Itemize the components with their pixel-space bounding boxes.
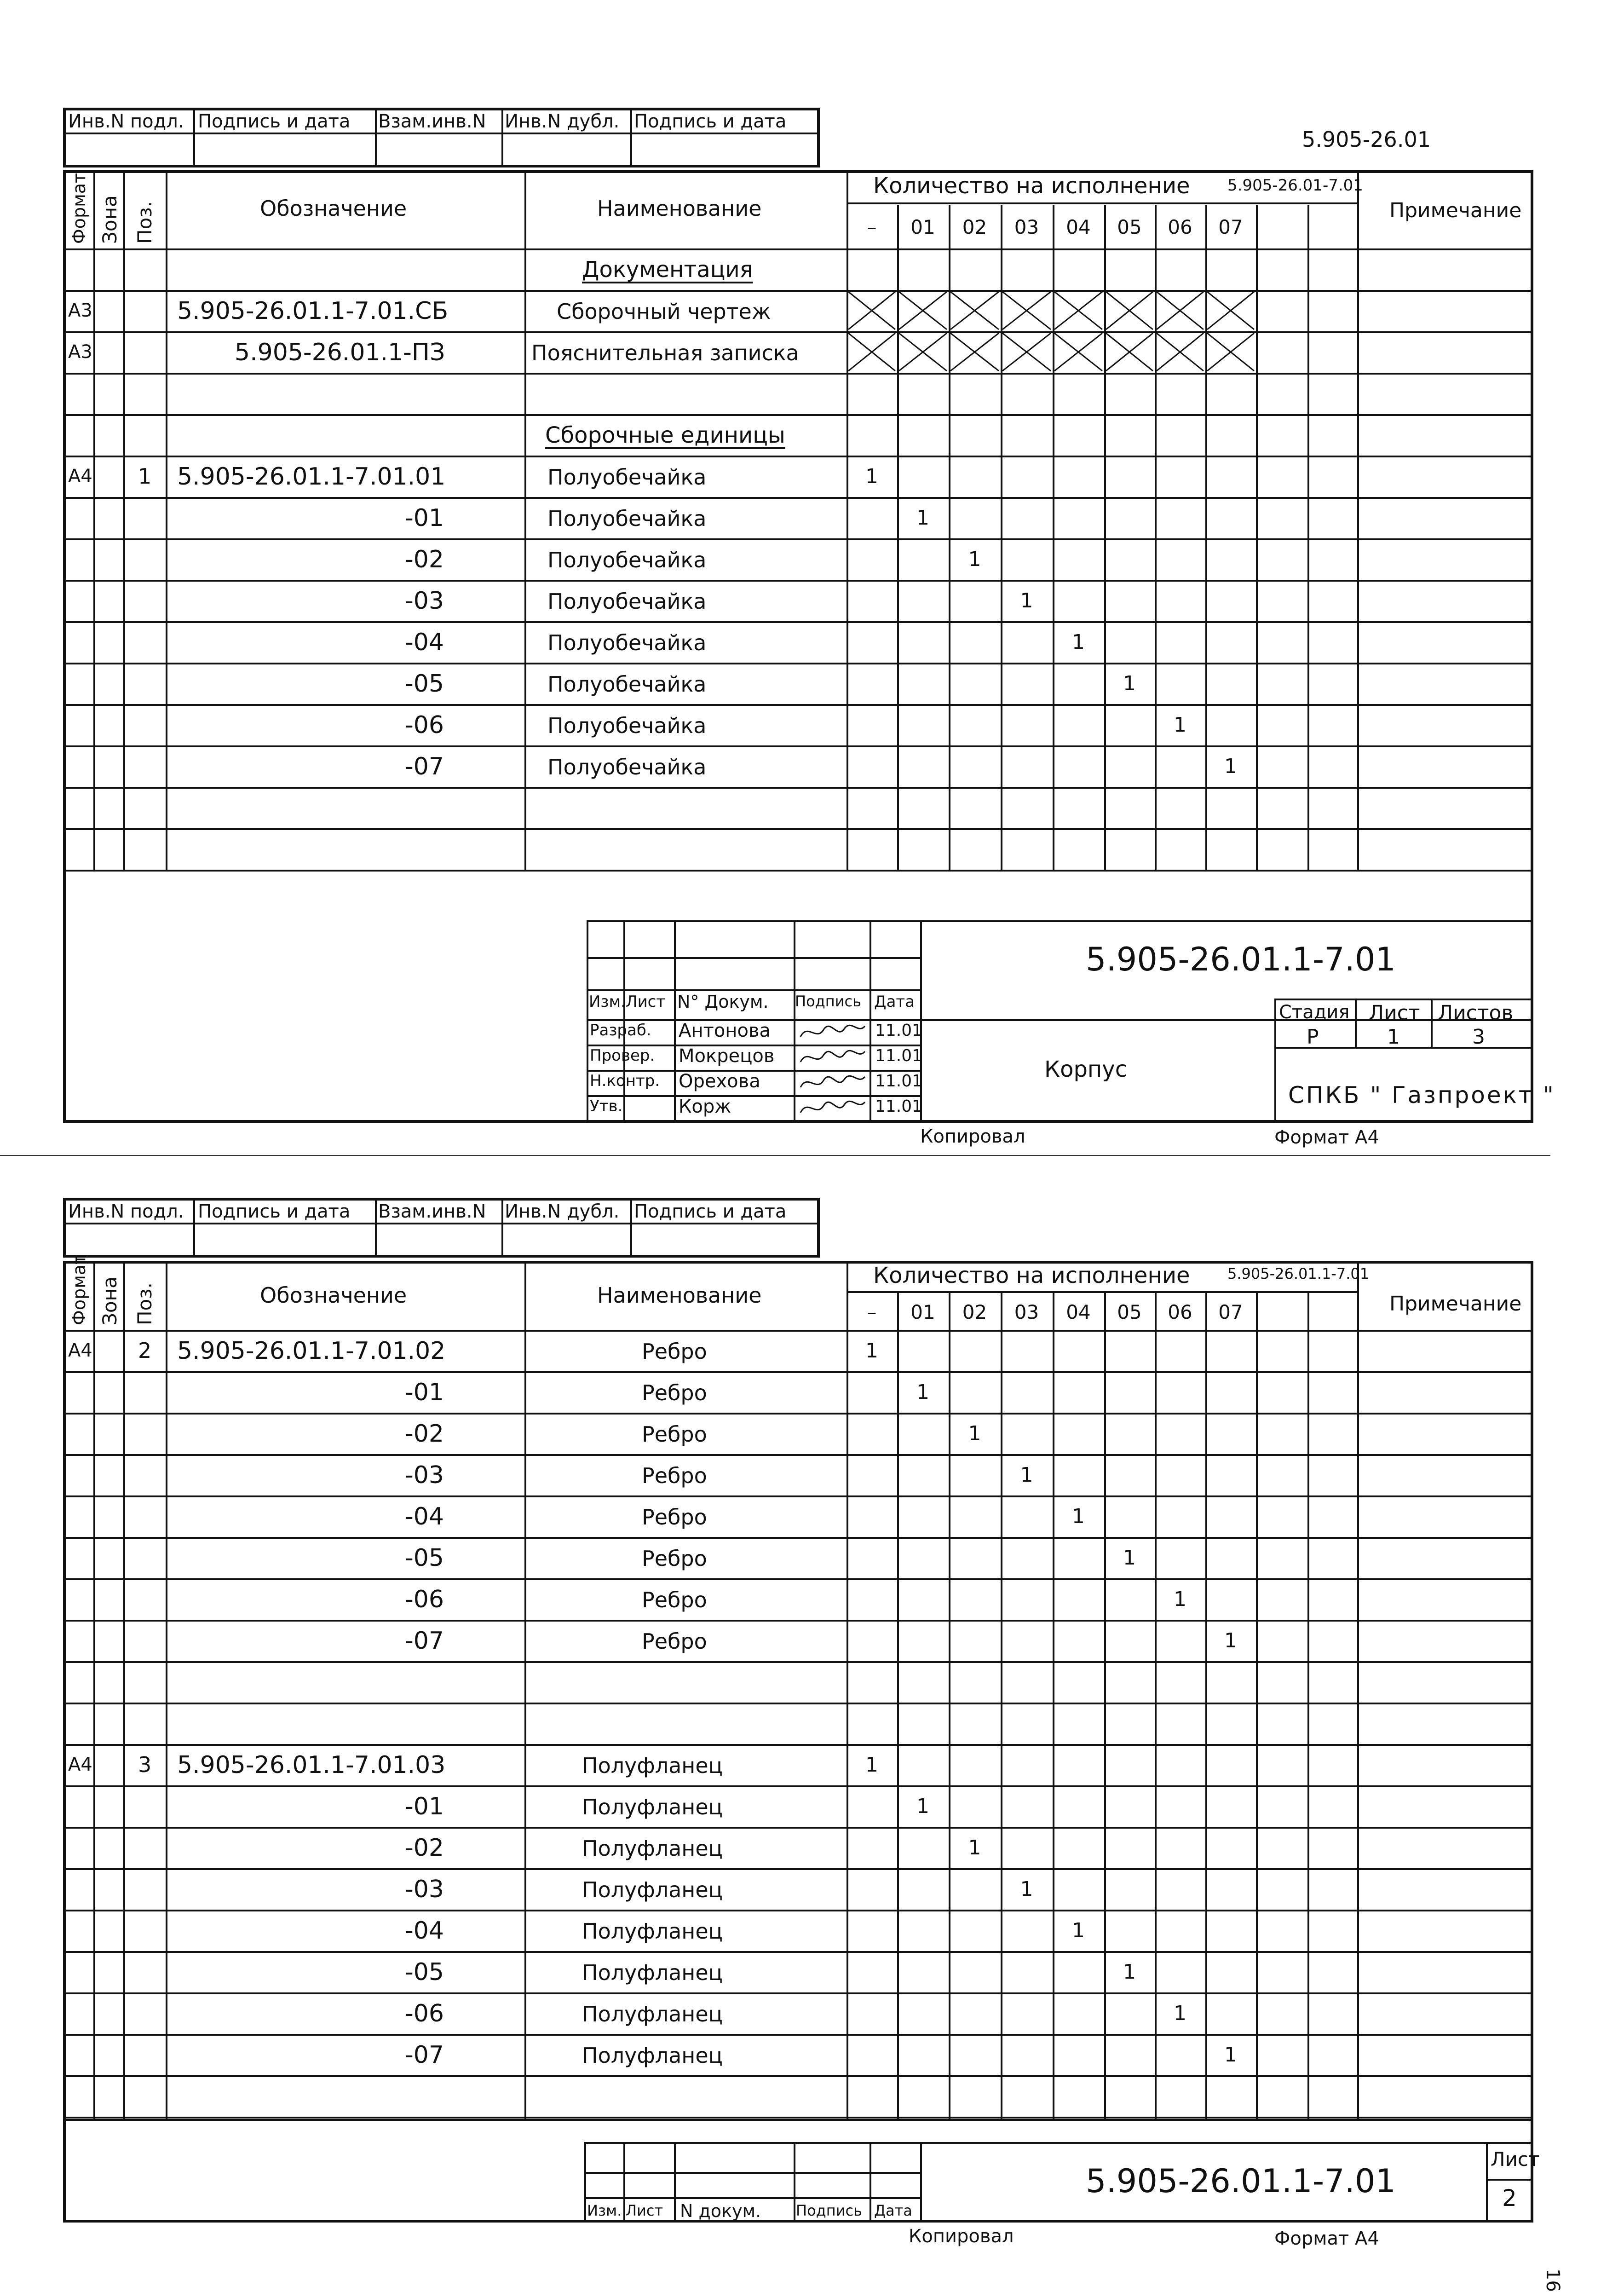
tb2-doc-number: 5.905-26.01.1-7.01 <box>1086 2162 1396 2200</box>
tb2-h-list: Лист <box>626 2202 663 2219</box>
variant-header: 02 <box>962 1300 987 1323</box>
row-designation: -01 <box>405 1379 444 1406</box>
qty-value: 1 <box>916 506 929 530</box>
tb2-h-date: Дата <box>874 2202 912 2219</box>
row-line <box>63 1578 1533 1580</box>
qty-value: 1 <box>1072 1918 1085 1942</box>
handwritten-signature <box>798 1021 867 1044</box>
handwritten-signature <box>798 1097 867 1120</box>
qty-value: 1 <box>1020 589 1033 612</box>
variant-header: 04 <box>1066 215 1091 238</box>
stamp-sign-date-label-2: Подпись и дата <box>634 111 787 132</box>
row-designation: -01 <box>405 504 444 532</box>
tb2-h-izm: Изм. <box>587 2202 622 2219</box>
qty-value: 1 <box>1072 1504 1085 1528</box>
col2-pos-header: Поз. <box>133 1282 156 1325</box>
row-name: Полуобечайка <box>547 630 707 655</box>
row-line <box>63 1785 1533 1787</box>
tb1-date: 11.01 <box>875 1046 923 1065</box>
qty-value: 1 <box>968 1421 981 1445</box>
row-designation: -06 <box>405 711 444 739</box>
row-name: Ребро <box>642 1380 707 1405</box>
qty-value: 1 <box>1020 1463 1033 1487</box>
qty-value: 1 <box>1174 1587 1186 1611</box>
page-number: 16 <box>1542 2269 1563 2292</box>
col-format-header: Формат <box>69 173 89 244</box>
tb1-stage-label: Стадия <box>1279 1002 1350 1023</box>
row-line <box>63 1620 1533 1622</box>
tb1-stage: Р <box>1307 1025 1319 1049</box>
not-applicable-cross <box>847 290 897 331</box>
row-line <box>63 704 1533 706</box>
tb1-date: 11.01 <box>875 1021 923 1040</box>
qty-value: 1 <box>865 464 878 488</box>
variant-header: 03 <box>1014 1300 1039 1323</box>
tb1-h-sign: Подпись <box>795 993 861 1010</box>
tb1-date: 11.01 <box>875 1097 923 1116</box>
not-applicable-cross <box>1104 331 1155 373</box>
row-format: А4 <box>68 466 92 487</box>
qty-value: 1 <box>916 1794 929 1818</box>
row-name: Полуобечайка <box>547 548 707 572</box>
handwritten-signature <box>798 1046 867 1069</box>
row-name: Полуфланец <box>582 1753 723 1778</box>
not-applicable-cross <box>847 331 897 373</box>
row-name: Ребро <box>642 1629 707 1654</box>
row-line <box>63 580 1533 582</box>
tb1-org: СПКБ " Газпроект " <box>1288 1082 1555 1108</box>
row-name: Полуфланец <box>582 1877 723 1902</box>
not-applicable-cross <box>1053 331 1104 373</box>
qty-value: 1 <box>1174 713 1186 737</box>
variant-header: 06 <box>1168 215 1192 238</box>
not-applicable-cross <box>1001 290 1053 331</box>
qty-value: 1 <box>1224 754 1237 778</box>
row-name: Полуобечайка <box>547 465 707 490</box>
tb1-sheet: 1 <box>1387 1025 1400 1049</box>
not-applicable-cross <box>897 290 949 331</box>
variant-header: 05 <box>1117 1300 1142 1323</box>
col2-qty-header: Количество на исполнение <box>873 1263 1190 1288</box>
row-name: Ребро <box>642 1422 707 1447</box>
row-line <box>63 414 1533 416</box>
row-designation: -01 <box>405 1793 444 1820</box>
row-line <box>63 1827 1533 1829</box>
row-position: 1 <box>138 464 152 489</box>
row-format: А4 <box>68 1754 92 1775</box>
row-line <box>63 663 1533 664</box>
row-designation: -06 <box>405 1586 444 1613</box>
row-designation: -05 <box>405 1544 444 1572</box>
col-qty-header: Количество на исполнение <box>873 173 1190 199</box>
row-designation: -04 <box>405 629 444 656</box>
not-applicable-cross <box>1205 331 1256 373</box>
qty-value: 1 <box>1072 630 1085 654</box>
qty-value: 1 <box>1224 1628 1237 1652</box>
row-designation: -03 <box>405 587 444 615</box>
col2-name-header: Наименование <box>597 1283 762 1308</box>
not-applicable-cross <box>1104 290 1155 331</box>
row-name: Ребро <box>642 1546 707 1571</box>
col-note-header: Примечание <box>1389 199 1522 222</box>
row-designation: -06 <box>405 2000 444 2027</box>
qty-value: 1 <box>1123 671 1136 695</box>
col2-qty-ref: 5.905-26.01.1-7.01 <box>1227 1265 1370 1282</box>
tb1-h-date: Дата <box>874 993 915 1011</box>
section-assembly-units: Сборочные единицы <box>545 422 785 448</box>
col-zone-header: Зона <box>98 195 121 244</box>
col-pos-header: Поз. <box>133 201 156 244</box>
row-position: 2 <box>138 1338 152 1363</box>
row-designation: -05 <box>405 670 444 698</box>
row-line <box>63 1910 1533 1911</box>
qty-value: 1 <box>1174 2001 1186 2025</box>
row-designation: -07 <box>405 753 444 780</box>
stamp-sign-date-label: Подпись и дата <box>198 111 351 132</box>
qty-value: 1 <box>968 1836 981 1859</box>
qty-value: 1 <box>865 1753 878 1777</box>
tb1-person-name: Антонова <box>679 1020 771 1041</box>
row-name: Полуобечайка <box>547 755 707 779</box>
row-designation: -04 <box>405 1917 444 1945</box>
row-designation: -07 <box>405 2041 444 2069</box>
variant-header: – <box>867 1300 877 1323</box>
stamp2-replace-inv-label: Взам.инв.N <box>378 1201 486 1222</box>
row-line <box>63 621 1533 623</box>
handwritten-signature <box>798 1071 867 1094</box>
tb1-person-name: Корж <box>679 1096 731 1117</box>
tb1-date: 11.01 <box>875 1072 923 1091</box>
row-line <box>63 1371 1533 1373</box>
tb1-product: Корпус <box>1044 1057 1128 1082</box>
row-line <box>63 2117 1533 2119</box>
row-designation: -05 <box>405 1958 444 1986</box>
tb1-h-doc: N° Докум. <box>677 992 769 1012</box>
qty-value: 1 <box>865 1339 878 1362</box>
row-line <box>63 290 1533 292</box>
variant-header: 06 <box>1168 1300 1192 1323</box>
row-line <box>63 1744 1533 1746</box>
row-name: Полуфланец <box>582 1836 723 1861</box>
stamp2-dup-inv-label: Инв.N дубл. <box>505 1201 620 1222</box>
spec-frame-2 <box>63 1261 1533 2223</box>
tb2-h-sign: Подпись <box>796 2202 862 2219</box>
qty-value: 1 <box>1020 1877 1033 1901</box>
variant-header: 07 <box>1218 215 1243 238</box>
qty-value: 1 <box>1123 1960 1136 1984</box>
row-designation: -07 <box>405 1627 444 1655</box>
variant-header: – <box>867 215 877 238</box>
col-name-header: Наименование <box>597 196 762 221</box>
row-name: Ребро <box>642 1505 707 1530</box>
row-designation: -02 <box>405 1420 444 1448</box>
tb1-doc-number: 5.905-26.01.1-7.01 <box>1086 941 1396 978</box>
col2-format-header: Формат <box>69 1254 89 1325</box>
row-line <box>63 1495 1533 1497</box>
col-qty-ref: 5.905-26.01-7.01 <box>1227 176 1363 195</box>
variant-header: 01 <box>910 215 935 238</box>
variant-header: 03 <box>1014 215 1039 238</box>
tb1-person-name: Мокрецов <box>679 1045 775 1067</box>
row-line <box>63 1992 1533 1994</box>
row-format: А4 <box>68 1340 92 1361</box>
row-line <box>63 1454 1533 1456</box>
qty-value: 1 <box>916 1380 929 1404</box>
row-designation: -04 <box>405 1503 444 1530</box>
row-position: 3 <box>138 1752 152 1777</box>
variant-header: 05 <box>1117 215 1142 238</box>
sheet-divider <box>0 1155 1550 1156</box>
stamp2-sign-date-label-2: Подпись и дата <box>634 1201 787 1222</box>
row-line <box>63 456 1533 457</box>
tb1-sheets: 3 <box>1472 1025 1485 1049</box>
row-line <box>63 373 1533 375</box>
row-line <box>63 1537 1533 1539</box>
row-designation: 5.905-26.01.1-7.01.01 <box>177 463 446 491</box>
doc-designation: 5.905-26.01.1-7.01.СБ <box>177 297 449 325</box>
stamp2-sign-date-label: Подпись и дата <box>198 1201 351 1222</box>
row-name: Полуфланец <box>582 1919 723 1944</box>
col2-zone-header: Зона <box>98 1276 121 1325</box>
row-name: Ребро <box>642 1463 707 1488</box>
copied-label-1: Копировал <box>920 1126 1025 1147</box>
row-designation: -03 <box>405 1876 444 1903</box>
not-applicable-cross <box>1001 331 1053 373</box>
row-name: Полуфланец <box>582 1960 723 1985</box>
copied-label-2: Копировал <box>909 2226 1014 2247</box>
qty-value: 1 <box>968 547 981 571</box>
row-line <box>63 2075 1533 2077</box>
qty-value: 1 <box>1123 1546 1136 1570</box>
not-applicable-cross <box>1155 331 1205 373</box>
tb1-h-izm: Изм. <box>589 993 626 1011</box>
row-name: Полуфланец <box>582 1795 723 1819</box>
row-name: Полуобечайка <box>547 672 707 697</box>
row-designation: 5.905-26.01.1-7.01.03 <box>177 1751 446 1779</box>
row-line <box>63 331 1533 333</box>
row-name: Полуфланец <box>582 2002 723 2026</box>
tb1-person-name: Орехова <box>679 1071 760 1092</box>
doc-designation: 5.905-26.01.1-ПЗ <box>235 339 445 366</box>
stamp2-inv-label: Инв.N подл. <box>68 1201 184 1222</box>
col2-designation-header: Обозначение <box>260 1283 407 1308</box>
variant-header: 07 <box>1218 1300 1243 1323</box>
variant-header: 02 <box>962 215 987 238</box>
tb1-role: Разраб. <box>590 1021 651 1039</box>
tb1-role: Н.контр. <box>590 1072 660 1090</box>
row-designation: -02 <box>405 1834 444 1862</box>
row-name: Ребро <box>642 1339 707 1364</box>
row-line <box>63 787 1533 789</box>
not-applicable-cross <box>949 331 1001 373</box>
doc-format: А3 <box>68 300 92 321</box>
row-line <box>63 1703 1533 1704</box>
stamp-replace-inv-label: Взам.инв.N <box>378 111 486 132</box>
variant-header: 04 <box>1066 1300 1091 1323</box>
row-name: Полуобечайка <box>547 506 707 531</box>
row-line <box>63 1661 1533 1663</box>
col-designation-header: Обозначение <box>260 196 407 221</box>
row-line <box>63 1951 1533 1953</box>
row-name: Полуфланец <box>582 2043 723 2068</box>
tb1-role: Провер. <box>590 1046 655 1065</box>
variant-header: 01 <box>910 1300 935 1323</box>
doc-format: А3 <box>68 341 92 363</box>
tb1-sheet-label: Лист <box>1369 1001 1420 1025</box>
row-designation: 5.905-26.01.1-7.01.02 <box>177 1337 446 1365</box>
section-documentation: Документация <box>582 257 753 283</box>
not-applicable-cross <box>1155 290 1205 331</box>
doc-name: Пояснительная записка <box>531 341 799 365</box>
tb1-sheets-label: Листов <box>1438 1001 1514 1025</box>
row-name: Ребро <box>642 1588 707 1612</box>
row-name: Полуобечайка <box>547 713 707 738</box>
format-label-1: Формат А4 <box>1274 1127 1379 1148</box>
tb2-sheet-label: Лист <box>1491 2148 1540 2171</box>
tb1-h-list: Лист <box>626 993 666 1011</box>
not-applicable-cross <box>1053 290 1104 331</box>
row-line <box>63 538 1533 540</box>
qty-value: 1 <box>1224 2043 1237 2067</box>
tb2-sheet: 2 <box>1502 2185 1517 2211</box>
row-name: Полуобечайка <box>547 589 707 614</box>
row-line <box>63 1413 1533 1414</box>
col2-note-header: Примечание <box>1389 1292 1522 1316</box>
stamp-inv-label: Инв.N подл. <box>68 111 184 132</box>
row-line <box>63 828 1533 830</box>
row-line <box>63 1868 1533 1870</box>
format-label-2: Формат А4 <box>1274 2228 1379 2249</box>
tb2-h-doc: N докум. <box>680 2201 761 2221</box>
doc-name: Сборочный чертеж <box>557 299 771 324</box>
row-designation: -02 <box>405 546 444 573</box>
not-applicable-cross <box>949 290 1001 331</box>
tb1-role: Утв. <box>590 1097 623 1115</box>
row-line <box>63 745 1533 747</box>
not-applicable-cross <box>897 331 949 373</box>
row-line <box>63 497 1533 499</box>
doc-code: 5.905-26.01 <box>1302 127 1431 152</box>
not-applicable-cross <box>1205 290 1256 331</box>
row-designation: -03 <box>405 1461 444 1489</box>
row-line <box>63 2034 1533 2036</box>
stamp-dup-inv-label: Инв.N дубл. <box>505 111 620 132</box>
